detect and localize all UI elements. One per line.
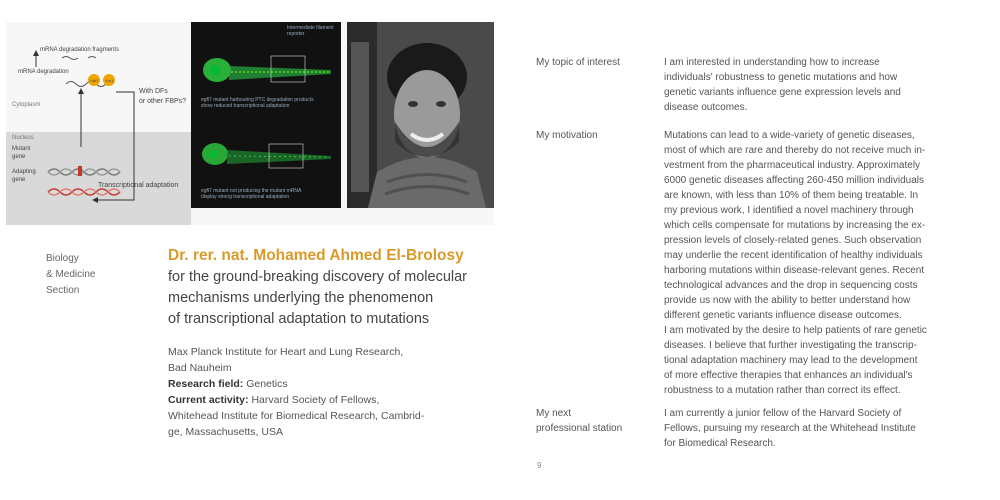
fish-caption-2a: egfl7 mutant not producing the mutant mRNA [201,188,302,194]
fish-caption-2b: display strong transcriptional adaptation [201,194,290,200]
current-activity-line-3: ge, Massachusetts, USA [168,426,283,438]
motivation-line: I am motivated by the desire to help patients of rare genetic [664,325,927,336]
motivation-line: which cells compensate for mutations by increasing the ex- [664,220,926,231]
factor-b-label: Xrn1 [105,78,114,83]
feedback-arrow-head [92,197,98,203]
factor-a-label: Upf1 [90,78,99,83]
current-activity-row [168,392,498,408]
mutant-gene-label-1: Mutant [12,146,31,152]
section-label [46,251,136,299]
cytoplasm-label: Cytoplasm [12,102,41,108]
adaptation-label: Transcriptional adaptation [98,182,179,189]
motivation-body [664,128,976,398]
topic-line: individuals' robustness to genetic mutations and how [664,72,898,83]
award-headline [168,267,508,330]
motivation-line: different genetic variants influence disease outcomes. [664,310,902,321]
topic-body [664,55,976,115]
fish-caption-1b: show reduced transcriptional adaptation [201,103,290,109]
research-field-value: Genetics [246,378,288,390]
institute-line-1: Max Planck Institute for Heart and Lung Research, [168,346,404,358]
motivation-line: are known, with less than 10% of them being treatable. In [664,190,919,201]
motivation-line: diseases. I believe that further investigating the transcrip- [664,340,917,351]
motivation-line: harboring mutations within disease-relevant genes. Recent [664,265,925,276]
zebrafish-shapes [191,22,341,208]
next-station-line: I am currently a junior fellow of the Harvard Society of [664,408,902,419]
next-station-line: for Biomedical Research. [664,438,776,449]
section-line-1: Biology [46,253,79,264]
adapting-gene-label-2: gene [12,177,26,183]
research-field-row [168,376,498,392]
headline-line-2: mechanisms underlying the phenomenon [168,290,434,306]
portrait-shapes [347,22,494,208]
next-station-body [664,406,976,451]
mrna-fragments [62,57,96,60]
nucleus-label: Nucleus [12,135,34,141]
motivation-line: technological advances and the drop in sequencing costs [664,280,918,291]
fish-top-caption: Intermediate filament reporter [287,25,334,37]
zebrafish-fluorescence-image [191,22,341,208]
topic-line: genetic variants influence gene expression levels and [664,87,901,98]
portrait-photo [347,22,494,208]
motivation-line: tional adaptation machinery may lead to the development [664,355,918,366]
motivation-line: provide us now with the ability to better understand how [664,295,911,306]
current-activity-line-2: Whitehead Institute for Biomedical Research, Cambrid- [168,410,425,422]
institute-line-2: Bad Nauheim [168,362,232,374]
page-number: 9 [537,461,542,470]
degradation-label: mRNA degradation [18,69,69,75]
motivation-line: 6000 genetic diseases affecting 260-450 million individuals [664,175,924,186]
motivation-line: my previous work, I identified a novel machinery through [664,205,914,216]
author-name: Dr. rer. nat. Mohamed Ahmed El-Brolosy [168,247,464,264]
fish-body-1 [229,66,331,80]
mutation-marker [78,166,82,176]
motivation-line: most of which are rare and thereby do not receive much in- [664,145,926,156]
fragment-arrow-head [33,50,39,56]
fragments-label: mRNA degradation fragments [40,47,120,53]
headline-line-3: of transcriptional adaptation to mutations [168,311,430,327]
up-arrow-head [78,88,84,94]
motivation-label: My motivation [536,130,598,141]
question-label-1: With DFs [139,88,168,95]
next-station-label-line-2: professional station [536,423,623,434]
section-line-2: & Medicine [46,269,96,280]
mutant-gene-label-2: gene [12,154,26,160]
section-line-3: Section [46,285,80,296]
adapting-gene-label-1: Adapting [12,169,36,175]
topic-line: disease outcomes. [664,102,748,113]
motivation-line: robustness to a mutation rather than correct its effect. [664,385,901,396]
motivation-line: pression levels of closely-related genes. Such observation [664,235,922,246]
motivation-line: of more effective therapies that enhances an individual's [664,370,913,381]
mrna-strand [66,82,106,87]
headline-line-1: for the ground-breaking discovery of molecular [168,269,468,285]
current-activity-line-1: Harvard Society of Fellows, [251,394,380,406]
next-station-label-line-1: My next [536,408,572,419]
research-field-label: Research field: [168,378,244,390]
question-label-2: or other FBPs? [139,98,187,105]
next-station-label [536,406,646,436]
next-station-line: Fellows, pursuing my research at the Whitehead Institute [664,423,916,434]
topic-line: I am interested in understanding how to increase [664,57,880,68]
current-activity-label: Current activity: [168,394,249,406]
affiliation-block [168,344,498,440]
motivation-line: Mutations can lead to a wide-variety of genetic diseases, [664,130,915,141]
motivation-line: vestment from the pharmaceutical industry. Approximately [664,160,921,171]
topic-label: My topic of interest [536,57,620,68]
fish-caption-1a: egfl7 mutant harbouring PTC degradation products [201,97,314,103]
motivation-line: may underlie the recent identification of healthy individuals [664,250,923,261]
